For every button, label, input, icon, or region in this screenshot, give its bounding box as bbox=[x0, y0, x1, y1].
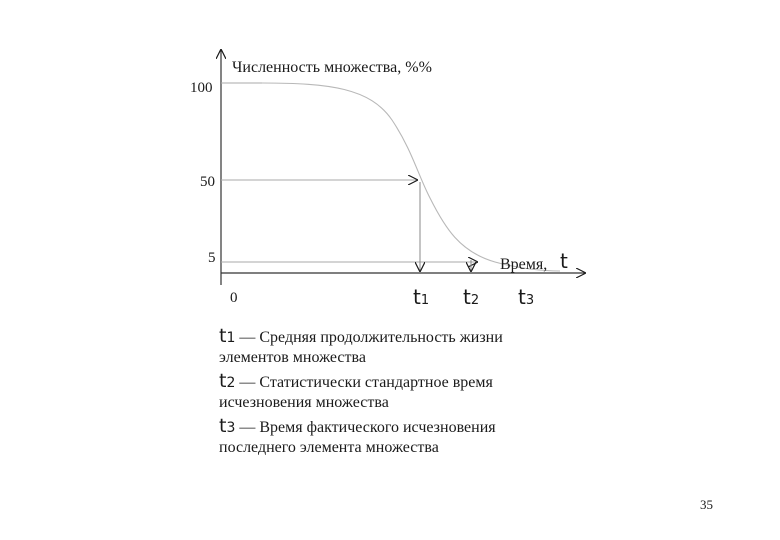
legend-item-t3 bbox=[219, 416, 539, 458]
origin-label: 0 bbox=[230, 290, 238, 306]
legend-symbol: t bbox=[219, 415, 227, 437]
legend-text: — Время фактического исчезновения последнего элемента множества bbox=[219, 419, 496, 456]
y-tick-50: 50 bbox=[200, 174, 215, 190]
legend bbox=[219, 326, 539, 461]
legend-item-t2 bbox=[219, 371, 539, 413]
legend-text: — Статистически стандартное время исчезновения множества bbox=[219, 374, 493, 411]
page-number: 35 bbox=[700, 497, 713, 512]
y-tick-5: 5 bbox=[208, 250, 216, 266]
marker-t2: t2 bbox=[463, 285, 480, 309]
marker-t3: t3 bbox=[518, 285, 535, 309]
legend-symbol: t bbox=[219, 370, 227, 392]
legend-text: — Средняя продолжительность жизни элементов множества bbox=[219, 329, 503, 366]
legend-subscript: 2 bbox=[226, 375, 236, 391]
y-axis-label: Численность множества, %% bbox=[232, 59, 432, 76]
legend-subscript: 1 bbox=[226, 330, 236, 346]
legend-subscript: 3 bbox=[226, 420, 236, 436]
legend-symbol: t bbox=[219, 325, 227, 347]
marker-t1: t1 bbox=[413, 285, 430, 309]
x-axis-label: Время, bbox=[500, 256, 548, 273]
x-axis-symbol: t bbox=[560, 249, 568, 273]
y-tick-100: 100 bbox=[190, 80, 213, 96]
survival-curve bbox=[262, 83, 560, 271]
legend-item-t1 bbox=[219, 326, 539, 368]
